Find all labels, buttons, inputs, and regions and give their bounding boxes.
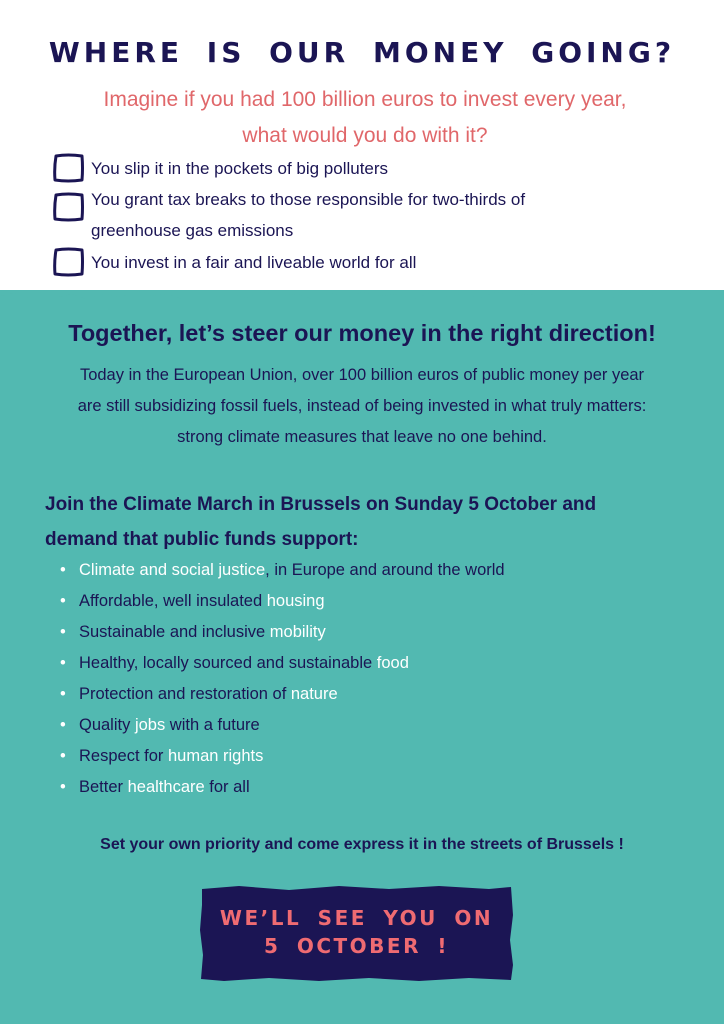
option-label: You slip it in the pockets of big polluters [91,159,389,178]
banner-line-2: 5 OCTOBER ! [263,934,450,958]
join-line-2: demand that public funds support: [45,529,359,550]
intro-line-2: are still subsidizing fossil fuels, instead of being invested in what truly matters: [77,397,647,415]
banner-line-1: WE’LL SEE YOU ON [219,906,494,930]
subtitle-line-1: Imagine if you had 100 billion euros to invest every year, [103,88,627,111]
list-item: • Quality jobs with a future [60,710,505,741]
join-line-1: Join the Climate March in Brussels on Sunday 5 October and [45,494,597,515]
option-tax-breaks [52,184,612,246]
see-you-banner [199,885,514,982]
list-item: • Respect for human rights [60,741,505,772]
demands-list [60,555,505,803]
intro-line-3: strong climate measures that leave no one behind. [177,428,547,446]
intro-line-1: Today in the European Union, over 100 billion euros of public money per year [79,366,645,384]
option-fair-world [52,247,612,278]
option-label: You invest in a fair and liveable world for all [91,253,417,272]
list-item: • Affordable, well insulated housing [60,586,505,617]
page-title: WHERE IS OUR MONEY GOING? [48,36,676,69]
join-heading [45,487,685,557]
option-polluters [52,153,612,184]
list-item: • Healthy, locally sourced and sustainable food [60,648,505,679]
checkbox[interactable] [52,247,85,277]
checkbox[interactable] [52,192,85,222]
section-title: Together, let’s steer our money in the right direction! [68,320,656,346]
subtitle-line-2: what would you do with it? [242,124,488,147]
intro-paragraph [40,360,684,453]
option-label: You grant tax breaks to those responsible for two-thirds of greenhouse gas emissions [91,190,526,240]
list-item: • Protection and restoration of nature [60,679,505,710]
call-to-action: Set your own priority and come express it in the streets of Brussels ! [100,836,624,853]
list-item: • Better healthcare for all [60,772,505,803]
checkbox[interactable] [52,153,85,183]
torn-paper-edge [0,282,724,312]
banner-text [199,904,514,960]
list-item: • Climate and social justice, in Europe and around the world [60,555,505,586]
list-item: • Sustainable and inclusive mobility [60,617,505,648]
